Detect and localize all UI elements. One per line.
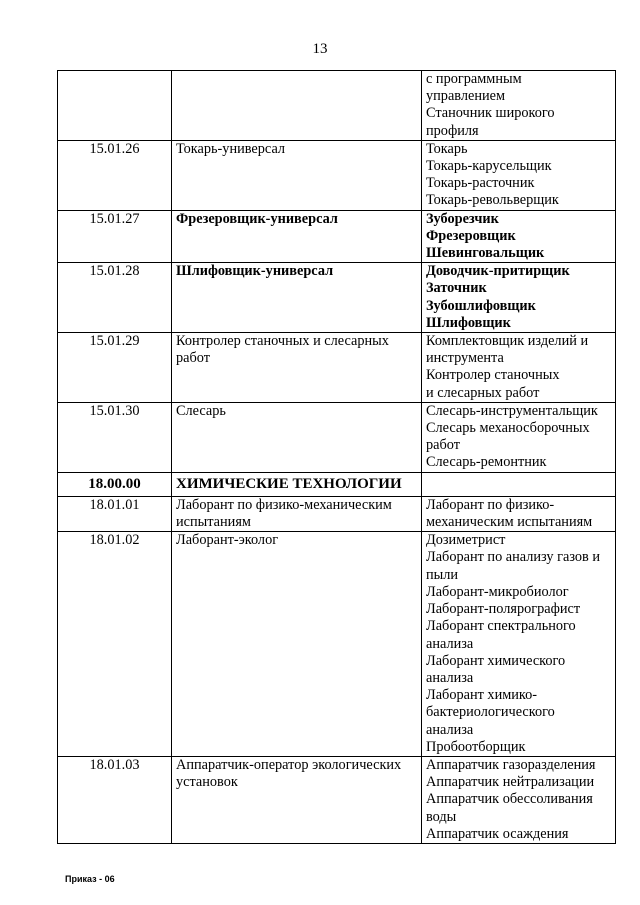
professions-cell (422, 496, 616, 531)
professions-cell (422, 140, 616, 210)
code-cell: 15.01.27 (58, 210, 172, 263)
table-row (58, 756, 616, 843)
specialty-name-cell: Шлифовщик-универсал (172, 263, 422, 333)
profession-line: Лаборант-микробиолог (426, 583, 569, 600)
table-row (58, 402, 616, 472)
profession-line: Токарь-револьверщик (426, 192, 559, 209)
code-cell: 18.01.03 (58, 756, 172, 843)
professions-cell (422, 402, 616, 472)
specialty-name-cell: Контролер станочных и слесарных работ (172, 333, 422, 403)
professions-cell (422, 532, 616, 757)
specialty-name-cell: Слесарь (172, 402, 422, 472)
professions-cell (422, 210, 616, 263)
profession-line: управлением (426, 88, 506, 105)
profession-line: Шевинговальщик (426, 245, 545, 262)
profession-line: Пробоотборщик (426, 738, 526, 755)
profession-line: Слесарь механосборочных (426, 420, 590, 437)
specialty-name-cell: Токарь-универсал (172, 140, 422, 210)
code-cell: 15.01.28 (58, 263, 172, 333)
table-body (58, 71, 616, 844)
section-row (58, 472, 616, 496)
page-number: 13 (312, 41, 328, 57)
profession-line: Токарь (426, 140, 468, 157)
profession-line: анализа (426, 721, 474, 738)
footer-note: Приказ - 06 (65, 874, 115, 884)
profession-line: Заточник (426, 280, 487, 297)
profession-line: Станочник широкого (426, 105, 555, 122)
profession-line: анализа (426, 669, 474, 686)
profession-line: Лаборант по физико- (426, 496, 555, 513)
profession-line: Лаборант-полярографист (426, 601, 581, 618)
table-row (58, 210, 616, 263)
profession-line: профиля (426, 122, 479, 139)
table-row (58, 263, 616, 333)
professions-cell (422, 71, 616, 141)
profession-line: Зубошлифовщик (426, 297, 536, 314)
profession-line: бактериологического (426, 704, 555, 721)
professions-cell (422, 263, 616, 333)
table-row (58, 333, 616, 403)
profession-line: Токарь-карусельщик (426, 158, 552, 175)
code-cell (58, 71, 172, 141)
table-row (58, 140, 616, 210)
profession-line: Аппаратчик обессоливания (426, 791, 593, 808)
specialty-name-cell: Лаборант по физико-механическим испытаниям (172, 496, 422, 531)
table-row (58, 71, 616, 141)
profession-line: Фрезеровщик (426, 227, 516, 244)
table-row (58, 496, 616, 531)
profession-line: анализа (426, 635, 474, 652)
professions-table (57, 70, 616, 844)
code-cell: 15.01.29 (58, 333, 172, 403)
profession-line: Слесарь-ремонтник (426, 454, 547, 471)
profession-line: пыли (426, 566, 459, 583)
specialty-name-cell: Фрезеровщик-универсал (172, 210, 422, 263)
profession-line: Дозиметрист (426, 532, 506, 549)
specialty-name-cell: Лаборант-эколог (172, 532, 422, 757)
professions-cell (422, 333, 616, 403)
specialty-name-cell: ХИМИЧЕСКИЕ ТЕХНОЛОГИИ (172, 472, 422, 496)
code-cell: 18.01.01 (58, 496, 172, 531)
profession-line: работ (426, 437, 460, 454)
code-cell: 15.01.30 (58, 402, 172, 472)
profession-line: Доводчик-притирщик (426, 263, 570, 280)
profession-line: и слесарных работ (426, 384, 540, 401)
profession-line: инструмента (426, 350, 504, 367)
specialty-name-cell (172, 71, 422, 141)
profession-line: механическим испытаниям (426, 514, 593, 531)
profession-line: Зуборезчик (426, 210, 499, 227)
profession-line: Лаборант спектрального (426, 618, 576, 635)
profession-line: Аппаратчик газоразделения (426, 756, 596, 773)
specialty-name-cell: Аппаратчик-оператор экологических установок (172, 756, 422, 843)
profession-line: с программным (426, 71, 522, 87)
profession-line: Аппаратчик нейтрализации (426, 774, 595, 791)
profession-line: Шлифовщик (426, 314, 511, 331)
professions-cell (422, 756, 616, 843)
code-cell: 18.00.00 (58, 472, 172, 496)
profession-line: Комплектовщик изделий и (426, 333, 589, 350)
code-cell: 18.01.02 (58, 532, 172, 757)
profession-line: Контролер станочных (426, 367, 560, 384)
profession-line: Лаборант химического (426, 652, 566, 669)
table-row (58, 532, 616, 757)
profession-line: Слесарь-инструментальщик (426, 402, 598, 419)
professions-cell (422, 472, 616, 496)
profession-line: Лаборант по анализу газов и (426, 549, 601, 566)
code-cell: 15.01.26 (58, 140, 172, 210)
profession-line: Токарь-расточник (426, 175, 535, 192)
profession-line: воды (426, 808, 457, 825)
profession-line: Аппаратчик осаждения (426, 825, 569, 842)
profession-line: Лаборант химико- (426, 687, 538, 704)
